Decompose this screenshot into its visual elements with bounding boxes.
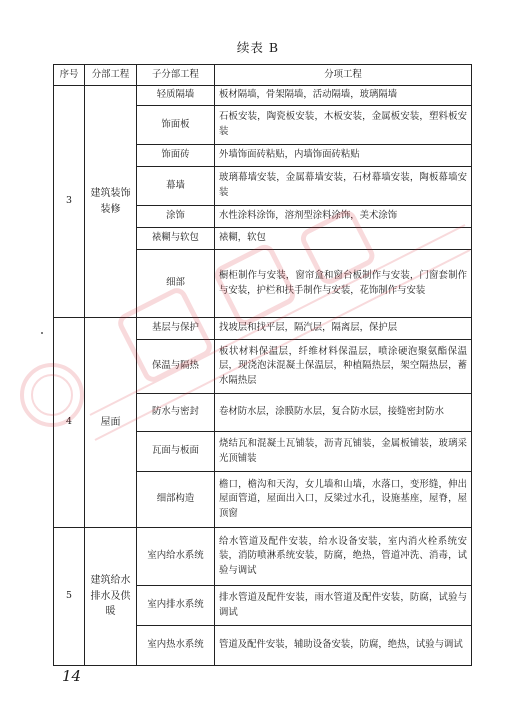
subdivision-name: 裱糊与软包: [137, 228, 215, 250]
subdivision-name: 细部构造: [137, 472, 215, 528]
subdivision-name: 防水与密封: [137, 394, 215, 432]
item-list: 橱柜制作与安装，窗帘盒和窗台板制作与安装，门窗套制作与安装，护栏和扶手制作与安装，花饰制作与安装: [215, 250, 472, 318]
subdivision-name: 室内热水系统: [137, 626, 215, 666]
subdivision-name: 饰面板: [137, 106, 215, 145]
subdivision-name: 轻质隔墙: [137, 86, 215, 106]
row-number: 3: [54, 86, 85, 318]
inspection-item-table: [53, 64, 472, 666]
subdivision-name: 室内排水系统: [137, 586, 215, 626]
subdivision-name: 瓦面与板面: [137, 432, 215, 472]
table-header-row: [54, 65, 472, 86]
subdivision-name: 幕墙: [137, 167, 215, 206]
subdivision-name: 基层与保护: [137, 318, 215, 340]
item-list: 檐口，檐沟和天沟，女儿墙和山墙，水落口，变形缝，伸出屋面管道，屋面出入口，反梁过水孔，设施基座，屋脊，屋顶窗: [215, 472, 472, 528]
subdivision-name: 饰面砖: [137, 145, 215, 167]
division-name: 屋面: [85, 318, 137, 528]
subdivision-name: 保温与隔热: [137, 340, 215, 394]
item-list: 板状材料保温层，纤维材料保温层，喷涂硬泡聚氨酯保温层，现浇泡沫混凝土保温层，种植隔热层，架空隔热层，蓄水隔热层: [215, 340, 472, 394]
header-subdivision: 子分部工程: [137, 65, 215, 86]
table-caption: 续表 B: [236, 40, 280, 55]
item-list: 找坡层和找平层，隔汽层，隔离层，保护层: [215, 318, 472, 340]
header-no: 序号: [54, 65, 85, 86]
item-list: 板材隔墙，骨架隔墙，活动隔墙，玻璃隔墙: [215, 86, 472, 106]
item-list: 石板安装，陶瓷板安装，木板安装，金属板安装，塑料板安装: [215, 106, 472, 145]
scan-speck: [41, 332, 43, 334]
page-number: 14: [62, 667, 82, 685]
subdivision-name: 室内给水系统: [137, 528, 215, 586]
item-list: 裱糊，软包: [215, 228, 472, 250]
table-row: [54, 528, 472, 586]
header-division: 分部工程: [85, 65, 137, 86]
division-name: 建筑给水排水及供暖: [85, 528, 137, 666]
row-number: 4: [54, 318, 85, 528]
subdivision-name: 涂饰: [137, 206, 215, 228]
item-list: 外墙饰面砖粘贴，内墙饰面砖粘贴: [215, 145, 472, 167]
item-list: 水性涂料涂饰，溶剂型涂料涂饰，美术涂饰: [215, 206, 472, 228]
item-list: 给水管道及配件安装，给水设备安装，室内消火栓系统安装，消防喷淋系统安装，防腐，绝热，管道冲洗、消毒，试验与调试: [215, 528, 472, 586]
item-list: 卷材防水层，涂膜防水层，复合防水层，接缝密封防水: [215, 394, 472, 432]
table-row: [54, 318, 472, 340]
header-items: 分项工程: [215, 65, 472, 86]
item-list: 玻璃幕墙安装，金属幕墙安装，石材幕墙安装，陶板幕墙安装: [215, 167, 472, 206]
subdivision-name: 细部: [137, 250, 215, 318]
item-list: 管道及配件安装，辅助设备安装，防腐，绝热，试验与调试: [215, 626, 472, 666]
item-list: 排水管道及配件安装，雨水管道及配件安装，防腐，试验与调试: [215, 586, 472, 626]
item-list: 烧结瓦和混凝土瓦铺装，沥青瓦铺装，金属板铺装，玻璃采光顶铺装: [215, 432, 472, 472]
division-name: 建筑装饰装修: [85, 86, 137, 318]
row-number: 5: [54, 528, 85, 666]
table-row: [54, 86, 472, 106]
